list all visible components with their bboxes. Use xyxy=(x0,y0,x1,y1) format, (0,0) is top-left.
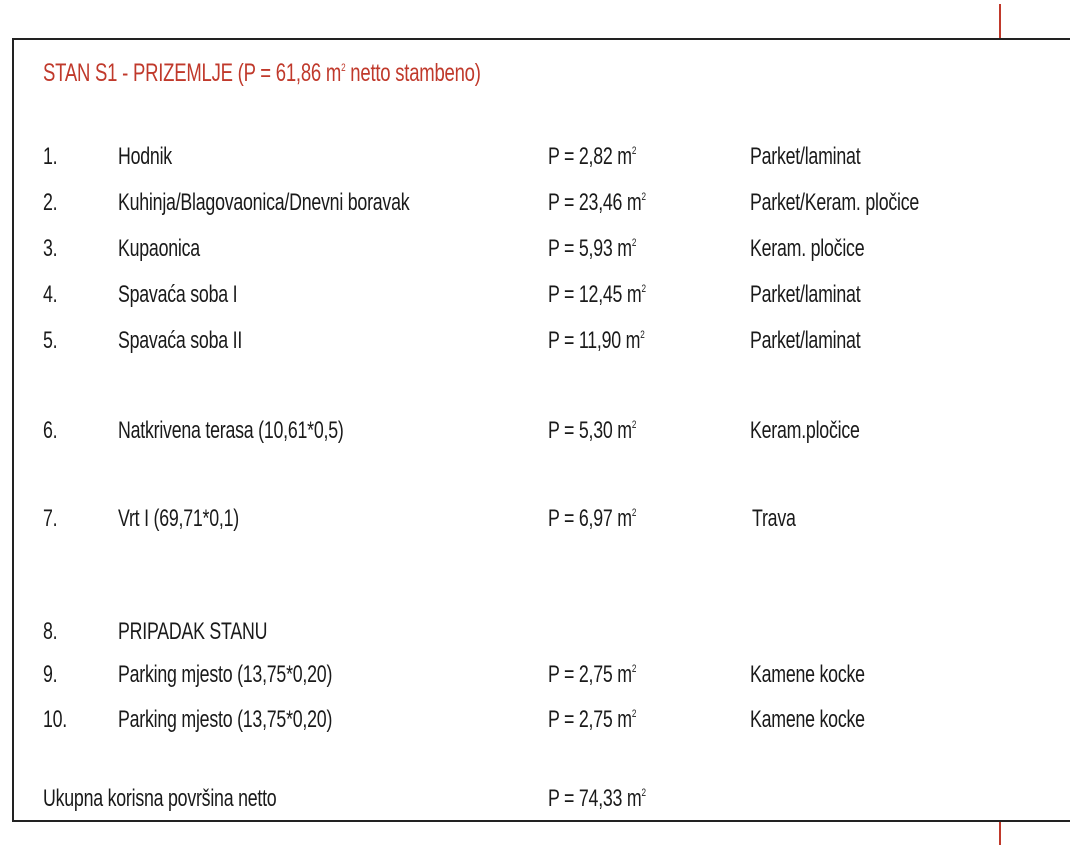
room-material: Keram.pločice xyxy=(750,417,860,444)
room-material: Kamene kocke xyxy=(750,706,865,733)
room-name: Hodnik xyxy=(118,143,172,170)
row-number: 8. xyxy=(43,618,58,645)
room-area: P = 5,30 $m^2$ xyxy=(548,417,637,444)
room-material: Keram. pločice xyxy=(750,235,865,262)
row-number: 6. xyxy=(43,417,58,444)
room-name: Kuhinja/Blagovaonica/Dnevni boravak xyxy=(118,189,410,216)
room-material: Parket/laminat xyxy=(750,143,861,170)
room-name: Vrt I (69,71*0,1) xyxy=(118,505,239,532)
room-material: Parket/Keram. pločice xyxy=(750,189,920,216)
room-area: P = 23,46 $m^2$ xyxy=(548,189,646,216)
room-area: P = 2,75 $m^2$ xyxy=(548,661,637,688)
row-number: 2. xyxy=(43,189,58,216)
bottom-marker-line xyxy=(999,822,1001,845)
room-material: Kamene kocke xyxy=(750,661,865,688)
room-area: P = 5,93 $m^2$ xyxy=(548,235,637,262)
room-name: Spavaća soba II xyxy=(118,327,243,354)
top-marker-line xyxy=(999,4,1001,38)
row-number: 1. xyxy=(43,143,58,170)
room-area: P = 2,75 $m^2$ xyxy=(548,706,637,733)
room-material: Parket/laminat xyxy=(750,281,861,308)
room-area: P = 2,82 $m^2$ xyxy=(548,143,637,170)
room-name: Natkrivena terasa (10,61*0,5) xyxy=(118,417,344,444)
document-title: STAN S1 - PRIZEMLJE (P = 61,86 $m^2$ netto stambeno) xyxy=(43,59,481,87)
section-heading: PRIPADAK STANU xyxy=(118,618,268,645)
room-name: Kupaonica xyxy=(118,235,200,262)
room-area: P = 11,90 $m^2$ xyxy=(548,327,645,354)
room-material: Parket/laminat xyxy=(750,327,861,354)
room-name: Parking mjesto (13,75*0,20) xyxy=(118,661,333,688)
row-number: 10. xyxy=(43,706,68,733)
row-number: 4. xyxy=(43,281,58,308)
room-material: Trava xyxy=(752,505,796,532)
row-number: 5. xyxy=(43,327,58,354)
total-label: Ukupna korisna površina netto xyxy=(43,785,277,812)
room-area: P = 6,97 $m^2$ xyxy=(548,505,637,532)
room-name: Parking mjesto (13,75*0,20) xyxy=(118,706,333,733)
room-area: P = 12,45 $m^2$ xyxy=(548,281,646,308)
row-number: 7. xyxy=(43,505,58,532)
total-area: P = 74,33 $m^2$ xyxy=(548,785,646,812)
row-number: 9. xyxy=(43,661,58,688)
row-number: 3. xyxy=(43,235,58,262)
room-name: Spavaća soba I xyxy=(118,281,238,308)
